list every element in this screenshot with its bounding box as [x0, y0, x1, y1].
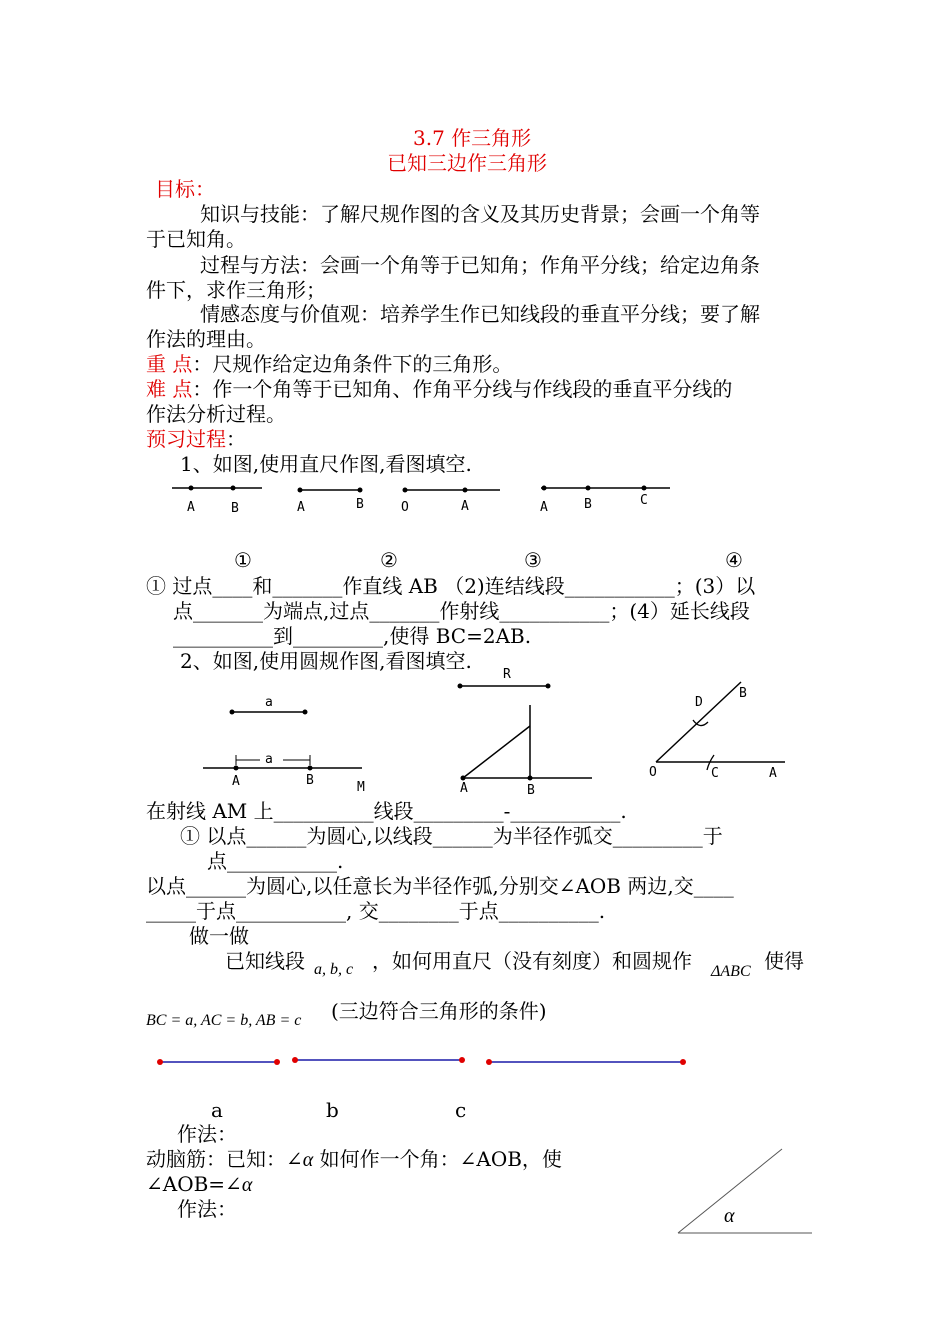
q1-figure-ray [403, 488, 501, 493]
goals-heading: 目标： [155, 177, 215, 201]
q2-segment-a-label: a [265, 695, 273, 710]
q1-number-3: ③ [524, 548, 542, 572]
q1-prompt: 1、如图,使用直尺作图,看图填空. [180, 452, 472, 476]
q2-figure-segment-a [230, 710, 308, 715]
difficulty-text: ：作一个角等于已知角、作角平分线与作线段的垂直平分线的 [192, 377, 733, 401]
q2-angle-label-a: A [769, 766, 777, 781]
emotion-line-1: 情感态度与价值观：培养学生作已知线段的垂直平分线；要了解 [200, 302, 760, 326]
key-point-label: 重 点 [146, 352, 193, 376]
difficulty-text-2: 作法分析过程。 [146, 402, 286, 426]
brain-method-label: 作法： [177, 1197, 237, 1221]
q1-number-4: ④ [725, 548, 743, 572]
segment-b [292, 1057, 465, 1063]
q2-line-4: 以点______为圆心,以任意长为半径作弧,分别交∠AOB 两边,交____ [146, 874, 734, 898]
segment-a-label: a [211, 1098, 223, 1122]
brain-line-1 [146, 1149, 562, 1170]
q2-line-1: 在射线 AM 上__________线段_________-___________. [146, 799, 627, 823]
alpha-angle-figure [678, 1149, 812, 1233]
brain-alpha-2: α [241, 1174, 253, 1196]
q2-triangle-label-a: A [460, 781, 468, 796]
activity-line-1-vars: a, b, c [314, 961, 354, 978]
activity-line-2-text: (三边符合三角形的条件) [331, 999, 547, 1023]
q1-f2-label-a: A [297, 500, 305, 515]
knowledge-line-1: 知识与技能：了解尺规作图的含义及其历史背景；会画一个角等 [200, 202, 760, 226]
q1-figure-extend [541, 486, 670, 491]
q1-f1-label-a: A [187, 500, 195, 515]
segment-c [486, 1059, 686, 1065]
q1-figure-line [172, 486, 262, 491]
brain-alpha-1: α [302, 1149, 314, 1171]
segment-b-label: b [326, 1098, 339, 1122]
q2-ray-label-m: M [357, 780, 365, 795]
process-line-1: 过程与方法：会画一个角等于已知角；作角平分线；给定边角条 [200, 253, 760, 277]
brain-line-2 [146, 1174, 252, 1195]
emotion-line-2: 作法的理由。 [146, 327, 266, 351]
q1-f4-label-b: B [584, 497, 592, 512]
q1-f1-label-b: B [231, 501, 239, 516]
difficulty-label: 难 点 [146, 377, 193, 401]
q2-figure-angle [656, 682, 785, 770]
q2-line-2: ① 以点______为圆心,以线段______为半径作弧交_________于 [180, 824, 723, 848]
activity-method-label: 作法： [177, 1122, 237, 1146]
q2-angle-label-b: B [739, 686, 747, 701]
q2-figure-ray-am [203, 752, 362, 771]
q1-f2-label-b: B [356, 497, 364, 512]
q2-figure-right-triangle [458, 684, 593, 781]
preview-colon: ： [226, 427, 246, 451]
q2-line-5: _____于点___________, 交________于点__________. [146, 899, 606, 923]
activity-heading: 做一做 [189, 924, 249, 948]
q1-line-3: __________到_________,使得 BC=2AB. [173, 624, 532, 648]
q1-number-1: ① [234, 548, 252, 572]
q1-figure-segment [298, 488, 363, 493]
page-subtitle: 已知三边作三角形 [387, 151, 547, 175]
brain-line-1-a: 动脑筋：已知：∠ [146, 1147, 303, 1171]
q2-angle-label-o: O [649, 765, 657, 780]
q2-angle-label-c: C [711, 766, 719, 781]
q1-line-1: ① 过点____和_______作直线 AB （2)连结线段___________；(3）以 [146, 574, 756, 598]
brain-line-1-b: 如何作一个角：∠AOB，使 [313, 1147, 562, 1171]
q2-prompt: 2、如图,使用圆规作图,看图填空. [180, 649, 472, 673]
q1-f3-label-a: A [461, 499, 469, 514]
q2-triangle-label-r: R [503, 667, 511, 682]
activity-line-1-b: ，如何用直尺（没有刻度）和圆规作 [372, 949, 692, 973]
brain-line-2-a: ∠AOB=∠ [146, 1172, 242, 1196]
preview-label: 预习过程 [146, 427, 226, 451]
q1-line-2: 点_______为端点,过点_______作射线___________；(4）延长线段 [173, 599, 750, 623]
key-point-text: ：尺规作给定边角条件下的三角形。 [192, 352, 513, 376]
alpha-figure-label: α [724, 1205, 735, 1227]
q1-f3-label-o: O [401, 500, 409, 515]
q2-triangle-label-b: B [527, 783, 535, 798]
q2-ray-label-b: B [306, 773, 314, 788]
q1-f4-label-c: C [640, 493, 648, 508]
activity-line-1-a: 已知线段 [225, 949, 305, 973]
activity-line-1-triangle: ΔABC [711, 963, 751, 980]
page-title: 3.7 作三角形 [413, 126, 532, 150]
segment-c-label: c [455, 1098, 467, 1122]
q1-number-2: ② [380, 548, 398, 572]
q1-f4-label-a: A [540, 500, 548, 515]
segment-a [157, 1059, 280, 1065]
process-line-2: 件下，求作三角形； [146, 278, 326, 302]
q2-angle-label-d: D [695, 695, 703, 710]
q2-ray-a-label: a [265, 752, 273, 767]
activity-line-1-c: 使得 [764, 949, 804, 973]
activity-line-2-math: BC = a, AC = b, AB = c [146, 1012, 302, 1029]
q2-ray-label-a: A [232, 774, 240, 789]
knowledge-line-2: 于已知角。 [146, 227, 246, 251]
q2-line-3: 点___________. [207, 849, 344, 873]
